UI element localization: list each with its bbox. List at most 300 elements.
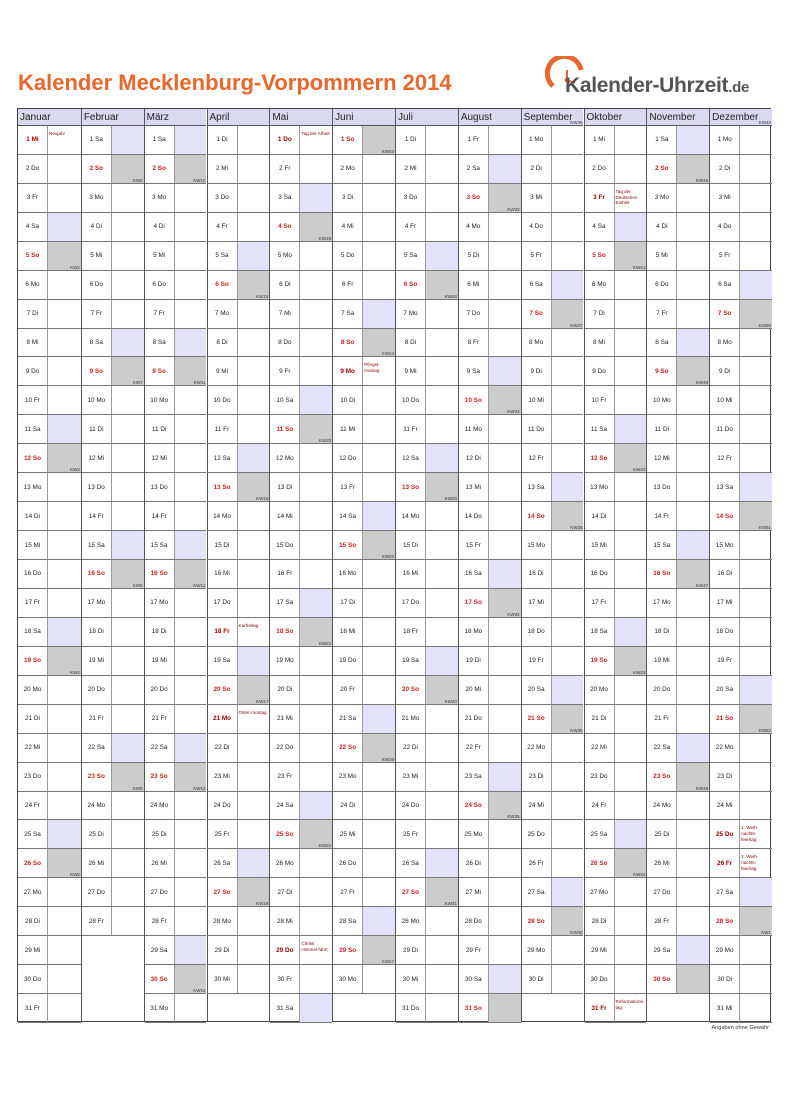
day-notes-area <box>47 820 81 848</box>
day-cell <box>459 907 521 936</box>
day-label: 3 Di <box>341 194 354 202</box>
day-cell <box>585 820 647 849</box>
day-cell <box>333 756 395 792</box>
day-label: 8 Mi <box>26 339 39 346</box>
day-label: 28 Di <box>25 917 40 925</box>
day-notes-area <box>425 444 458 472</box>
day-cell <box>208 213 270 242</box>
day-cell <box>396 734 458 763</box>
day-cell <box>333 300 395 329</box>
day-label: 6 Di <box>279 281 291 289</box>
day-notes-area <box>488 734 521 762</box>
day-label: 30 So <box>150 975 168 983</box>
day-notes-area <box>47 502 81 530</box>
day-label: 22 Di <box>403 744 418 752</box>
day-cell <box>208 242 270 271</box>
day-label: 31 Mo <box>150 1004 169 1012</box>
day-cell <box>396 994 458 1023</box>
day-cell <box>333 271 395 300</box>
month-column <box>144 109 207 1021</box>
day-notes-area <box>47 271 81 299</box>
day-notes-area <box>614 560 647 588</box>
day-notes-area <box>739 386 772 414</box>
day-notes-area <box>299 531 332 559</box>
day-label: 22 So <box>339 744 357 752</box>
day-cell <box>82 444 144 473</box>
day-cell <box>585 184 647 213</box>
day-cell <box>18 705 81 734</box>
day-notes-area <box>739 531 772 559</box>
day-cell <box>710 242 772 271</box>
day-cell <box>710 930 772 965</box>
month-column <box>81 109 144 1021</box>
week-number: KW39 <box>570 727 583 733</box>
day-cell <box>18 669 81 705</box>
day-cell <box>82 300 144 329</box>
day-cell <box>333 213 395 242</box>
day-cell <box>396 496 458 531</box>
day-notes-area <box>488 849 521 877</box>
day-cell <box>585 994 647 1023</box>
day-notes-area <box>739 792 772 820</box>
day-notes-area <box>739 936 772 964</box>
day-cell <box>459 473 521 502</box>
day-notes-area <box>237 936 270 964</box>
day-label: 15 Sa <box>87 541 105 549</box>
day-label: 19 Mo <box>275 657 294 665</box>
day-notes-area <box>551 386 584 414</box>
day-label: 1 Di <box>216 136 228 144</box>
day-cell <box>396 184 458 213</box>
day-label: 29 Fr <box>465 946 481 954</box>
day-notes-area <box>739 473 772 501</box>
day-cell <box>208 901 270 936</box>
day-label: 25 So <box>276 830 294 838</box>
day-cell <box>145 415 207 444</box>
day-cell <box>396 820 458 849</box>
day-label: 16 Di <box>717 570 733 578</box>
day-label: 15 Di <box>403 541 418 549</box>
day-cell <box>459 126 521 155</box>
day-cell <box>270 705 332 734</box>
day-label: 14 So <box>527 512 545 520</box>
day-cell <box>522 271 584 300</box>
day-notes-area <box>174 473 207 501</box>
day-cell <box>459 705 521 734</box>
week-number: KW25 <box>381 554 394 560</box>
day-label: 14 Di <box>591 512 607 520</box>
day-label: 6 Mo <box>25 281 40 289</box>
day-label: 23 So <box>87 773 105 781</box>
day-notes-area <box>676 907 709 935</box>
day-cell <box>18 329 81 358</box>
day-notes-area <box>676 965 709 993</box>
day-label: 13 Do <box>653 483 671 491</box>
week-number: KW5 <box>70 872 80 878</box>
day-notes-area <box>47 618 81 646</box>
day-notes-area <box>676 734 709 762</box>
day-label: 28 So <box>716 917 734 925</box>
day-cell <box>145 213 207 242</box>
day-label: 2 Mi <box>215 165 229 173</box>
day-notes-area <box>237 242 270 270</box>
day-cell <box>647 820 709 849</box>
day-label: 27 Sa <box>527 888 545 896</box>
day-cell <box>270 386 332 415</box>
day-label: 24 Mo <box>652 801 671 809</box>
day-notes-area <box>362 792 395 820</box>
day-cell <box>396 560 458 589</box>
day-cell <box>396 936 458 965</box>
day-notes-area <box>739 444 772 472</box>
day-notes-area <box>739 560 772 588</box>
day-label: 29 Sa <box>653 946 671 954</box>
day-notes-area <box>739 242 772 270</box>
day-notes-area <box>739 271 772 299</box>
day-notes-area <box>551 560 584 588</box>
day-cell <box>522 878 584 907</box>
day-cell <box>145 988 207 1023</box>
day-notes-area <box>425 560 458 588</box>
day-notes-area <box>551 155 584 183</box>
week-number: KW45 <box>695 177 709 183</box>
day-cell <box>585 618 647 647</box>
day-label: 16 Mi <box>214 570 230 578</box>
day-label: 13 Mo <box>23 483 42 491</box>
day-cell <box>333 878 395 907</box>
day-notes-area <box>739 734 772 762</box>
day-notes-area <box>551 271 584 299</box>
day-label: 18 Do <box>716 628 734 636</box>
day-label: 2 So <box>89 165 104 173</box>
day-label: 17 Mo <box>150 599 169 607</box>
day-cell <box>522 184 584 213</box>
day-notes-area <box>299 155 332 183</box>
day-notes-area <box>362 444 395 472</box>
day-notes-area <box>739 878 772 906</box>
day-label: 1 Sa <box>89 136 103 144</box>
day-cell <box>522 589 584 618</box>
day-cell <box>208 965 270 994</box>
day-notes-area <box>174 994 207 1022</box>
day-cell <box>710 618 772 647</box>
day-notes-area <box>614 907 647 935</box>
month-column <box>269 109 332 1021</box>
day-notes-area <box>174 386 207 414</box>
day-label: 5 Mo <box>277 252 292 260</box>
day-label: 19 Sa <box>402 657 419 665</box>
day-notes-area <box>614 734 647 762</box>
day-notes-area <box>111 473 144 501</box>
day-label: 12 So <box>590 454 608 462</box>
day-label: 18 Di <box>654 628 670 636</box>
day-notes-area <box>614 300 647 328</box>
day-cell <box>459 763 521 792</box>
day-cell <box>145 582 207 618</box>
day-notes-area <box>362 676 395 704</box>
day-cell <box>585 467 647 502</box>
day-label: 27 Sa <box>716 888 733 896</box>
day-label: 17 Fr <box>25 599 40 607</box>
day-label: 14 Mo <box>401 512 420 520</box>
day-notes-area <box>237 734 270 762</box>
day-cell <box>82 415 144 444</box>
day-cell <box>82 271 144 300</box>
day-notes-area <box>47 936 81 964</box>
day-label: 24 Mi <box>528 801 544 809</box>
day-cell <box>270 734 332 763</box>
day-notes-area <box>362 184 395 212</box>
day-label: 9 Mi <box>215 367 229 375</box>
day-label: 28 Mi <box>277 917 293 925</box>
day-cell <box>522 727 584 763</box>
holiday-label: Karfreitag <box>238 622 259 628</box>
day-cell <box>145 329 207 358</box>
day-label: 24 Do <box>401 801 420 809</box>
day-cell <box>459 444 521 473</box>
day-notes-area <box>299 705 332 733</box>
day-label: 2 Do <box>592 165 606 173</box>
day-cell <box>522 155 584 184</box>
day-notes-area <box>299 242 332 270</box>
day-cell <box>145 849 207 878</box>
day-notes-area <box>551 531 584 559</box>
day-notes-area <box>488 300 521 328</box>
day-cell <box>585 936 647 965</box>
day-notes-area <box>488 763 521 791</box>
day-cell <box>208 293 270 329</box>
day-label: 15 Mo <box>715 541 734 549</box>
day-label: 12 Fr <box>717 454 733 462</box>
day-notes-area <box>111 502 144 530</box>
day-label: 1 Di <box>404 136 417 144</box>
day-label: 21 Do <box>464 715 482 723</box>
day-label: 21 Di <box>591 715 607 723</box>
day-label: 5 Di <box>467 252 480 260</box>
day-cell <box>647 582 709 618</box>
calendar-grid <box>17 108 771 1022</box>
day-notes-area <box>425 618 458 646</box>
day-notes-area <box>299 589 332 617</box>
day-notes-area <box>488 647 521 675</box>
day-label: 19 Fr <box>528 657 544 665</box>
day-label: 9 Mo <box>340 367 355 375</box>
day-notes-area <box>362 386 395 414</box>
week-number: KW49 <box>758 120 771 125</box>
day-label: 13 Mi <box>465 483 482 491</box>
day-notes-area <box>174 242 207 270</box>
day-label: 26 Fr <box>717 859 733 867</box>
day-notes-area <box>299 763 332 791</box>
day-cell <box>647 126 709 155</box>
day-cell <box>270 300 332 329</box>
day-label: 31 Fr <box>591 1004 607 1012</box>
day-cell <box>333 792 395 821</box>
day-cell <box>459 155 521 184</box>
day-notes-area <box>362 502 395 530</box>
day-notes-area <box>111 300 144 328</box>
month-header: Mai <box>270 109 332 126</box>
day-notes-area <box>174 415 207 443</box>
day-cell <box>270 531 332 560</box>
day-label: 17 Mo <box>87 599 106 607</box>
week-number: KW32 <box>507 206 520 212</box>
day-label: 15 Fr <box>465 541 481 549</box>
day-label: 28 Do <box>464 917 482 925</box>
day-cell <box>18 618 81 647</box>
day-cell <box>459 206 521 242</box>
day-cell <box>82 647 144 676</box>
day-cell <box>522 560 584 589</box>
day-cell <box>396 386 458 415</box>
day-cell <box>18 763 81 792</box>
day-notes-area <box>299 271 332 299</box>
day-label: 13 So <box>213 483 231 491</box>
day-label: 10 Sa <box>276 396 294 404</box>
day-cell <box>208 126 270 155</box>
day-notes-area <box>488 994 521 1022</box>
day-label: 6 Sa <box>718 281 732 289</box>
day-label: 14 Fr <box>88 512 104 520</box>
week-number: KW40 <box>570 930 583 936</box>
day-notes-area <box>299 502 332 530</box>
day-notes-area <box>47 155 81 183</box>
day-notes-area <box>676 386 709 414</box>
day-cell <box>522 763 584 792</box>
day-cell <box>459 502 521 531</box>
day-label: 16 So <box>653 570 671 578</box>
day-cell <box>82 531 144 560</box>
day-label: 11 Fr <box>214 425 230 433</box>
day-notes-area <box>174 126 207 154</box>
day-cell <box>145 785 207 821</box>
day-label: 28 Mo <box>401 917 420 925</box>
day-label: 20 Di <box>277 686 293 694</box>
day-label: 25 Di <box>88 830 104 838</box>
day-notes-area <box>362 820 395 848</box>
day-cell <box>208 560 270 589</box>
day-notes-area <box>614 618 647 646</box>
day-cell <box>396 444 458 473</box>
day-notes-area <box>551 618 584 646</box>
day-label: 3 Mo <box>89 194 104 202</box>
day-notes-area <box>551 444 584 472</box>
month-column <box>646 109 709 1021</box>
day-label: 14 Mo <box>213 512 231 520</box>
day-notes-area <box>111 705 144 733</box>
day-label: 16 Sa <box>464 570 482 578</box>
day-label: 6 Sa <box>529 281 543 289</box>
day-cell <box>710 322 772 358</box>
holiday-label: Oster-montag <box>238 709 267 715</box>
day-cell <box>333 242 395 271</box>
day-notes-area <box>551 849 584 877</box>
day-notes-area <box>676 647 709 675</box>
day-cell <box>710 213 772 242</box>
day-label: 5 Mi <box>153 252 166 260</box>
day-label: 20 So <box>401 686 420 694</box>
day-label: 1 Fr <box>467 136 480 144</box>
day-label: 10 Mo <box>150 396 169 404</box>
day-label: 18 Sa <box>24 628 41 636</box>
day-label: 28 Di <box>591 917 607 925</box>
day-label: 5 Sa <box>215 252 229 260</box>
day-cell <box>18 126 81 155</box>
day-notes-area <box>488 502 521 530</box>
month-header: November <box>647 109 709 126</box>
day-notes-area <box>111 329 144 357</box>
day-notes-area <box>47 560 81 588</box>
day-label: 20 So <box>213 686 231 694</box>
day-cell <box>82 785 144 821</box>
day-label: 2 So <box>152 165 166 173</box>
day-label: 26 Mi <box>654 859 670 867</box>
month-column <box>458 109 521 1021</box>
day-cell <box>396 126 458 155</box>
day-label: 7 Do <box>466 310 481 318</box>
day-label: 1 Mo <box>529 136 544 144</box>
month-column <box>207 109 270 1021</box>
day-cell <box>585 705 647 734</box>
day-notes-area <box>614 531 647 559</box>
day-cell <box>522 415 584 444</box>
week-number: KW37 <box>570 322 583 328</box>
day-notes-area <box>488 155 521 183</box>
day-notes-area <box>425 792 458 820</box>
day-cell <box>18 415 81 444</box>
day-cell <box>522 849 584 878</box>
day-notes-area <box>237 213 270 241</box>
day-cell <box>396 698 458 734</box>
day-cell <box>522 322 584 358</box>
day-label: 21 Fr <box>151 715 167 723</box>
week-number: KW31 <box>444 901 457 907</box>
day-notes-area <box>551 184 584 212</box>
week-number: KW28 <box>444 293 457 299</box>
day-cell <box>585 560 647 589</box>
day-label: 15 Sa <box>150 541 168 549</box>
day-notes-area <box>614 329 647 357</box>
day-notes-area <box>488 126 521 154</box>
day-cell <box>270 936 332 965</box>
day-label: 14 Di <box>25 512 40 520</box>
day-notes-area <box>111 184 144 212</box>
day-label: 15 Mo <box>527 541 546 549</box>
day-label: 31 Fr <box>25 1004 40 1012</box>
day-cell <box>18 213 81 242</box>
day-notes-area <box>488 213 521 241</box>
day-cell <box>710 271 772 300</box>
day-label: 2 Sa <box>466 165 480 173</box>
day-cell <box>522 473 584 502</box>
day-cell <box>710 727 772 763</box>
day-label: 7 So <box>717 310 732 318</box>
day-cell <box>459 878 521 907</box>
day-cell <box>522 965 584 994</box>
day-cell <box>647 242 709 271</box>
day-label: 6 Mi <box>467 281 480 289</box>
day-cell <box>18 155 81 184</box>
day-label: 27 Mo <box>590 888 608 896</box>
day-notes-area <box>614 820 647 848</box>
day-cell <box>647 878 709 907</box>
day-cell <box>270 271 332 300</box>
day-label: 7 Mo <box>403 310 418 318</box>
day-label: 11 Di <box>654 425 670 433</box>
day-label: 10 Fr <box>591 396 607 404</box>
holiday-label: Reformations-tag <box>615 999 645 1010</box>
day-label: 13 Di <box>277 483 293 491</box>
